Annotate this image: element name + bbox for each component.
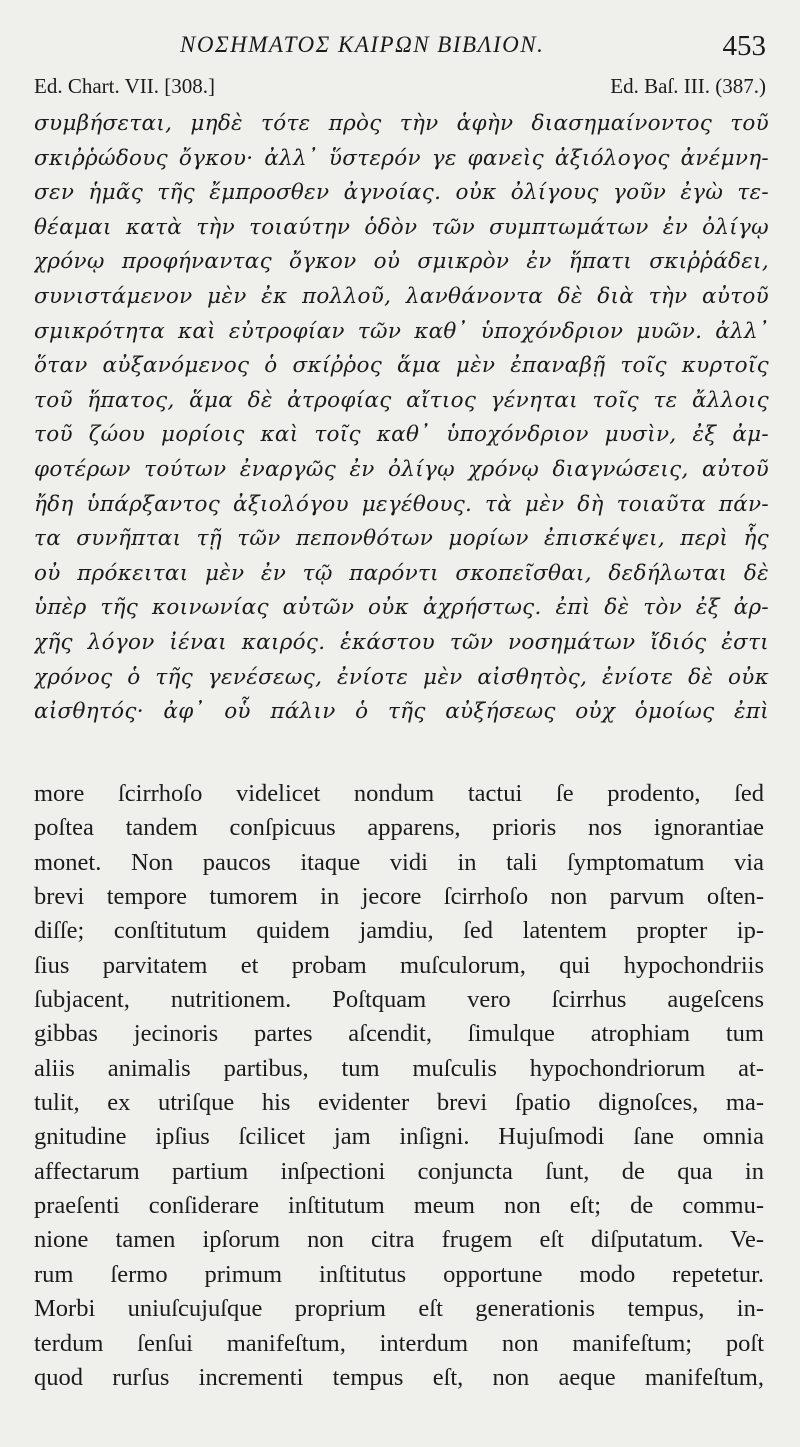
latin-text-line: gibbas jecinoris partes aſcendit, ſimulque atrophiam tum xyxy=(34,1020,764,1048)
latin-text-line: more ſcirrhoſo videlicet nondum tactui ſe prodento, ſed xyxy=(34,780,764,807)
greek-text-line: τοῦ ζώου μορίοις καὶ τοῖς καθ᾽ ὑποχόνδριον μυσὶν, ἐξ ἀμ- xyxy=(34,422,769,448)
latin-text-line: ſius parvitatem et probam muſculorum, qui hypochondriis xyxy=(34,951,764,979)
greek-text-line: χρόνῳ προφήναντας ὄγκον οὐ σμικρὸν ἐν ἥπατι σκιῤῥάδει, xyxy=(34,249,769,275)
greek-text-line: φοτέρων τούτων ἐναργῶς ἐν ὀλίγῳ χρόνῳ διαγνώσεις, αὐτοῦ xyxy=(34,456,769,482)
latin-text-line: ſubjacent, nutritionem. Poſtquam vero ſcirrhus augeſcens xyxy=(34,986,764,1014)
greek-text-block xyxy=(34,107,769,730)
edition-reference-line xyxy=(34,74,766,104)
latin-text-line: affectarum partium inſpectioni conjuncta ſunt, de qua in xyxy=(34,1157,764,1185)
edition-basel: Ed. Baſ. III. (387.) xyxy=(610,74,766,98)
latin-text-line: tulit, ex utriſque his evidenter brevi ſpatio dignoſces, ma- xyxy=(34,1089,764,1117)
running-title: ΝΟΣΗΜΑΤΟΣ ΚΑΙΡΩΝ ΒΙΒΛΙΟΝ. xyxy=(180,32,545,57)
latin-text-line: praeſenti conſiderare inſtitutum meum non eſt; de commu- xyxy=(34,1192,764,1220)
latin-text-line: brevi tempore tumorem in jecore ſcirrhoſo non parvum oſten- xyxy=(34,883,764,911)
greek-text-line: οὐ πρόκειται μὲν ἐν τῷ παρόντι σκοπεῖσθαι, δεδήλωται δὲ xyxy=(34,560,769,586)
greek-text-line: τοῦ ἥπατος, ἅμα δὲ ἀτροφίας αἴτιος γένηται τοῖς τε ἄλλοις xyxy=(34,387,769,413)
latin-text-line: rum ſermo primum inſtitutus opportune modo repetetur. xyxy=(34,1260,764,1288)
greek-text-line: συνιστάμενον μὲν ἐκ πολλοῦ, λανθάνοντα δὲ διὰ τὴν αὐτοῦ xyxy=(34,283,769,309)
greek-text-line: ὑπὲρ τῆς κοινωνίας αὐτῶν οὐκ ἀχρήστως. ἐπὶ δὲ τὸν ἐξ ἀρ- xyxy=(34,595,769,621)
latin-text-line: gnitudine ipſius ſcilicet jam inſigni. Hujuſmodi ſane omnia xyxy=(34,1123,764,1151)
greek-text-line: ἤδη ὑπάρξαντος ἀξιολόγου μεγέθους. τὰ μὲν δὴ τοιαῦτα πάν- xyxy=(34,491,769,517)
latin-text-block xyxy=(34,777,764,1395)
greek-text-line: αἰσθητός· ἀφ᾽ οὗ πάλιν ὁ τῆς αὐξήσεως οὐχ ὁμοίως ἐπὶ xyxy=(34,699,769,725)
greek-text-line: ὅταν αὐξανόμενος ὁ σκίῤῥος ἅμα μὲν ἐπαναβῇ τοῖς κυρτοῖς xyxy=(34,353,769,379)
running-head xyxy=(0,30,800,70)
latin-text-line: terdum ſenſui manifeſtum, interdum non manifeſtum; poſt xyxy=(34,1329,764,1357)
latin-text-line: monet. Non paucos itaque vidi in tali ſymptomatum via xyxy=(34,848,764,876)
greek-text-line: χρόνος ὁ τῆς γενέσεως, ἐνίοτε μὲν αἰσθητὸς, ἐνίοτε δὲ οὐκ xyxy=(34,664,769,690)
latin-text-line: nione tamen ipſorum non citra frugem eſt diſputatum. Ve- xyxy=(34,1226,764,1254)
greek-text-line: συμβήσεται, μηδὲ τότε πρὸς τὴν ἁφὴν διασημαίνοντος τοῦ xyxy=(34,111,769,136)
page-number: 453 xyxy=(722,30,766,62)
latin-text-line: Morbi uniuſcujuſque proprium eſt generationis tempus, in- xyxy=(34,1295,764,1323)
greek-text-line: τα συνῆπται τῇ τῶν πεπονθότων μορίων ἐπισκέψει, περὶ ἧς xyxy=(34,526,769,552)
latin-text-line: diſſe; conſtitutum quidem jamdiu, ſed latentem propter ip- xyxy=(34,917,764,945)
edition-chartier: Ed. Chart. VII. [308.] xyxy=(34,74,215,98)
greek-text-line: χῆς λόγον ἰέναι καιρός. ἑκάστου τῶν νοσημάτων ἴδιός ἐστι xyxy=(34,629,769,655)
greek-text-line: σμικρότητα καὶ εὐτροφίαν τῶν καθ᾽ ὑποχόνδριον μυῶν. ἀλλ᾽ xyxy=(34,318,769,344)
latin-text-line: aliis animalis partibus, tum muſculis hypochondriorum at- xyxy=(34,1054,764,1082)
latin-text-line: poſtea tandem conſpicuus apparens, prioris nos ignorantiae xyxy=(34,814,764,842)
greek-text-line: θέαμαι κατὰ τὴν τοιαύτην ὁδὸν τῶν συμπτωμάτων ἐν ὀλίγῳ xyxy=(34,214,769,240)
greek-text-line: σκιῤῥώδους ὄγκου· ἀλλ᾽ ὕστερόν γε φανεὶς ἀξιόλογος ἀνέμνη- xyxy=(34,145,769,171)
greek-text-line: σεν ἡμᾶς τῆς ἔμπροσθεν ἀγνοίας. οὐκ ὀλίγους γοῦν ἐγὼ τε- xyxy=(34,180,769,206)
latin-text-line: quod rurſus incrementi tempus eſt, non aeque manifeſtum, xyxy=(34,1363,764,1391)
